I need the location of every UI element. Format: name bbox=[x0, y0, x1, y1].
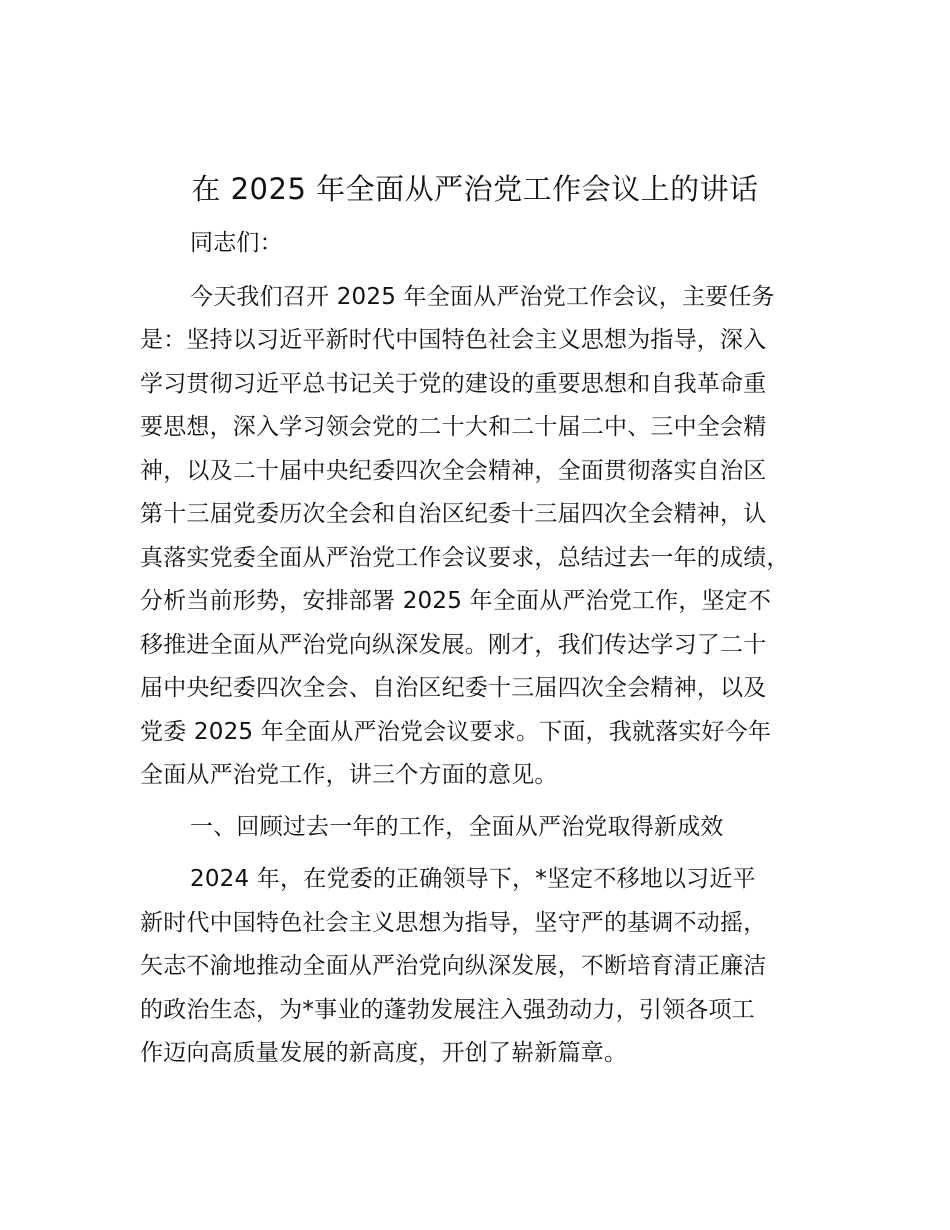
salutation: 同志们： bbox=[190, 230, 283, 256]
paragraph-1-line: 第十三届党委历次全会和自治区纪委十三届四次全会精神，认 bbox=[140, 501, 767, 527]
paragraph-1-line: 学习贯彻习近平总书记关于党的建设的重要思想和自我革命重 bbox=[140, 371, 767, 397]
paragraph-1-line: 全面从严治党工作，讲三个方面的意见。 bbox=[140, 762, 558, 788]
paragraph-2-line: 的政治生态，为*事业的蓬勃发展注入强劲动力，引领各项工 bbox=[140, 997, 755, 1023]
paragraph-1-line: 移推进全面从严治党向纵深发展。刚才，我们传达学习了二十 bbox=[140, 632, 767, 658]
paragraph-1-line: 分析当前形势，安排部署 2025 年全面从严治党工作，坚定不 bbox=[140, 588, 772, 614]
document-title: 在 2025 年全面从严治党工作会议上的讲话 bbox=[191, 172, 759, 206]
paragraph-2-line: 2024 年，在党委的正确领导下，*坚定不移地以习近平 bbox=[190, 866, 756, 892]
paragraph-1-line: 今天我们召开 2025 年全面从严治党工作会议，主要任务 bbox=[190, 284, 775, 310]
paragraph-1-line: 要思想，深入学习领会党的二十大和二十届二中、三中全会精 bbox=[140, 414, 767, 440]
section-1-heading: 一、回顾过去一年的工作，全面从严治党取得新成效 bbox=[190, 814, 724, 840]
paragraph-2-line: 矢志不渝地推动全面从严治党向纵深发展，不断培育清正廉洁 bbox=[140, 953, 767, 979]
paragraph-1-line: 是：坚持以习近平新时代中国特色社会主义思想为指导，深入 bbox=[140, 327, 767, 353]
paragraph-1-line: 党委 2025 年全面从严治党会议要求。下面，我就落实好今年 bbox=[140, 719, 772, 745]
paragraph-2-line: 新时代中国特色社会主义思想为指导，坚守严的基调不动摇， bbox=[140, 910, 767, 936]
paragraph-1-line: 神，以及二十届中央纪委四次全会精神，全面贯彻落实自治区 bbox=[140, 458, 767, 484]
paragraph-1-line: 届中央纪委四次全会、自治区纪委十三届四次全会精神，以及 bbox=[140, 675, 767, 701]
paragraph-1-line: 真落实党委全面从严治党工作会议要求，总结过去一年的成绩， bbox=[140, 545, 790, 571]
paragraph-2-line: 作迈向高质量发展的新高度，开创了崭新篇章。 bbox=[140, 1040, 628, 1066]
